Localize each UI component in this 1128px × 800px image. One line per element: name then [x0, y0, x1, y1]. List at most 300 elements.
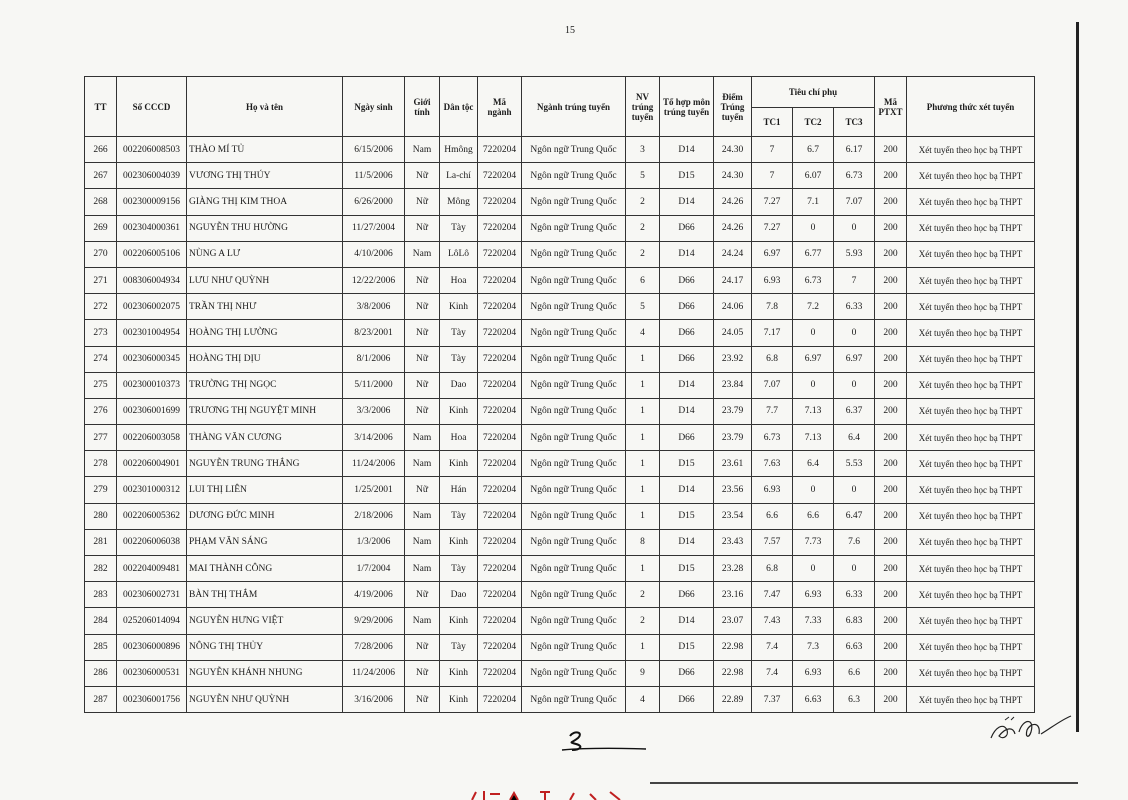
cell-major: Ngôn ngữ Trung Quốc: [522, 137, 626, 163]
table-row: [85, 503, 1035, 529]
cell-ethnic: Dao: [440, 372, 478, 398]
cell-major: Ngôn ngữ Trung Quốc: [522, 582, 626, 608]
cell-tc1: 6.97: [752, 241, 793, 267]
cell-tc3: 6.47: [834, 503, 875, 529]
cell-ptxt-code: 200: [875, 451, 907, 477]
cell-tc3: 6.33: [834, 582, 875, 608]
cell-tc3: 6.33: [834, 294, 875, 320]
cell-cccd: 002301000312: [117, 477, 187, 503]
cell-method: Xét tuyển theo học bạ THPT: [907, 398, 1035, 424]
cell-tc3: 6.3: [834, 686, 875, 712]
cell-tc1: 7.37: [752, 686, 793, 712]
cell-score: 24.06: [714, 294, 752, 320]
cell-major: Ngôn ngữ Trung Quốc: [522, 634, 626, 660]
cell-tc3: 6.4: [834, 425, 875, 451]
cell-name: NÔNG THỊ THỦY: [187, 634, 343, 660]
cell-nv: 4: [626, 686, 660, 712]
cell-dob: 3/3/2006: [343, 398, 405, 424]
cell-tt: 280: [85, 503, 117, 529]
cell-tc3: 0: [834, 372, 875, 398]
cell-score: 23.79: [714, 398, 752, 424]
header-criteria: Tiêu chí phụ: [752, 77, 875, 108]
cell-cccd: 002306000896: [117, 634, 187, 660]
cell-tt: 286: [85, 660, 117, 686]
cell-name: PHẠM VĂN SÁNG: [187, 529, 343, 555]
cell-name: NGUYỄN NHƯ QUỲNH: [187, 686, 343, 712]
cell-combo: D66: [660, 582, 714, 608]
cell-major: Ngôn ngữ Trung Quốc: [522, 163, 626, 189]
admission-results-table: [84, 76, 1035, 713]
cell-tc1: 7.4: [752, 634, 793, 660]
cell-dob: 11/27/2004: [343, 215, 405, 241]
page-number: 15: [565, 25, 575, 36]
cell-major: Ngôn ngữ Trung Quốc: [522, 346, 626, 372]
cell-name: NÙNG A LƯ: [187, 241, 343, 267]
cell-ethnic: Tày: [440, 215, 478, 241]
cell-gender: Nữ: [405, 189, 440, 215]
red-stamp-fragment: [470, 790, 630, 800]
cell-dob: 1/3/2006: [343, 529, 405, 555]
cell-method: Xét tuyển theo học bạ THPT: [907, 346, 1035, 372]
cell-ptxt-code: 200: [875, 660, 907, 686]
table-row: [85, 582, 1035, 608]
cell-gender: Nữ: [405, 320, 440, 346]
handwritten-initials: [560, 728, 650, 758]
cell-combo: D15: [660, 503, 714, 529]
header-combo: Tổ hợp môn trúng tuyển: [660, 77, 714, 137]
cell-ethnic: Hoa: [440, 267, 478, 293]
cell-tc1: 6.6: [752, 503, 793, 529]
cell-major-code: 7220204: [478, 320, 522, 346]
cell-gender: Nam: [405, 529, 440, 555]
cell-dob: 8/23/2001: [343, 320, 405, 346]
cell-method: Xét tuyển theo học bạ THPT: [907, 320, 1035, 346]
cell-gender: Nam: [405, 503, 440, 529]
cell-dob: 7/28/2006: [343, 634, 405, 660]
cell-ethnic: Kinh: [440, 398, 478, 424]
cell-combo: D14: [660, 529, 714, 555]
cell-major-code: 7220204: [478, 398, 522, 424]
cell-gender: Nữ: [405, 215, 440, 241]
cell-score: 23.56: [714, 477, 752, 503]
cell-tc3: 6.37: [834, 398, 875, 424]
cell-major: Ngôn ngữ Trung Quốc: [522, 189, 626, 215]
cell-tc1: 7.7: [752, 398, 793, 424]
cell-major: Ngôn ngữ Trung Quốc: [522, 686, 626, 712]
cell-gender: Nam: [405, 608, 440, 634]
header-name: Họ và tên: [187, 77, 343, 137]
cell-nv: 1: [626, 477, 660, 503]
cell-nv: 2: [626, 608, 660, 634]
cell-name: THÀNG VĂN CƯƠNG: [187, 425, 343, 451]
cell-dob: 1/7/2004: [343, 556, 405, 582]
cell-ethnic: Dao: [440, 582, 478, 608]
cell-tc2: 6.97: [793, 346, 834, 372]
cell-cccd: 002206005106: [117, 241, 187, 267]
cell-combo: D14: [660, 608, 714, 634]
cell-ethnic: Kinh: [440, 608, 478, 634]
cell-major-code: 7220204: [478, 686, 522, 712]
cell-tc3: 7: [834, 267, 875, 293]
cell-score: 24.30: [714, 163, 752, 189]
cell-score: 23.16: [714, 582, 752, 608]
cell-tt: 281: [85, 529, 117, 555]
cell-tt: 283: [85, 582, 117, 608]
cell-ethnic: Kinh: [440, 660, 478, 686]
cell-gender: Nam: [405, 451, 440, 477]
cell-gender: Nữ: [405, 346, 440, 372]
cell-cccd: 002206004901: [117, 451, 187, 477]
header-major: Ngành trúng tuyển: [522, 77, 626, 137]
cell-dob: 2/18/2006: [343, 503, 405, 529]
cell-major: Ngôn ngữ Trung Quốc: [522, 503, 626, 529]
cell-gender: Nữ: [405, 582, 440, 608]
cell-tc2: 6.93: [793, 582, 834, 608]
cell-major-code: 7220204: [478, 425, 522, 451]
cell-name: TRƯƠNG THỊ NGUYỆT MINH: [187, 398, 343, 424]
cell-cccd: 002306002731: [117, 582, 187, 608]
bottom-rule: [650, 782, 1078, 784]
cell-ethnic: Tày: [440, 634, 478, 660]
cell-tc3: 6.97: [834, 346, 875, 372]
cell-method: Xét tuyển theo học bạ THPT: [907, 215, 1035, 241]
cell-dob: 1/25/2001: [343, 477, 405, 503]
cell-combo: D15: [660, 634, 714, 660]
header-ethnic: Dân tộc: [440, 77, 478, 137]
cell-tc2: 0: [793, 320, 834, 346]
cell-dob: 4/10/2006: [343, 241, 405, 267]
header-nv: NV trúng tuyển: [626, 77, 660, 137]
cell-cccd: 025206014094: [117, 608, 187, 634]
cell-tc2: 6.73: [793, 267, 834, 293]
cell-combo: D14: [660, 241, 714, 267]
cell-tt: 275: [85, 372, 117, 398]
cell-score: 24.30: [714, 137, 752, 163]
table-row: [85, 372, 1035, 398]
cell-nv: 1: [626, 398, 660, 424]
cell-dob: 9/29/2006: [343, 608, 405, 634]
cell-method: Xét tuyển theo học bạ THPT: [907, 189, 1035, 215]
cell-ethnic: Tày: [440, 320, 478, 346]
cell-nv: 5: [626, 163, 660, 189]
cell-tt: 282: [85, 556, 117, 582]
cell-ethnic: Hán: [440, 477, 478, 503]
cell-ptxt-code: 200: [875, 686, 907, 712]
cell-tc1: 7.27: [752, 189, 793, 215]
cell-gender: Nữ: [405, 398, 440, 424]
cell-tt: 267: [85, 163, 117, 189]
cell-method: Xét tuyển theo học bạ THPT: [907, 294, 1035, 320]
cell-nv: 9: [626, 660, 660, 686]
cell-score: 23.28: [714, 556, 752, 582]
cell-ptxt-code: 200: [875, 477, 907, 503]
cell-ptxt-code: 200: [875, 163, 907, 189]
cell-tt: 272: [85, 294, 117, 320]
cell-ethnic: Tày: [440, 346, 478, 372]
cell-tc2: 7.13: [793, 425, 834, 451]
cell-ethnic: Tày: [440, 503, 478, 529]
cell-tc3: 6.17: [834, 137, 875, 163]
cell-nv: 2: [626, 241, 660, 267]
cell-dob: 12/22/2006: [343, 267, 405, 293]
cell-tc3: 0: [834, 556, 875, 582]
cell-gender: Nữ: [405, 686, 440, 712]
header-major-code: Mã ngành: [478, 77, 522, 137]
header-gender: Giới tính: [405, 77, 440, 137]
cell-dob: 11/24/2006: [343, 660, 405, 686]
cell-gender: Nữ: [405, 372, 440, 398]
cell-tt: 271: [85, 267, 117, 293]
cell-major-code: 7220204: [478, 346, 522, 372]
cell-name: LUI THỊ LIÊN: [187, 477, 343, 503]
cell-tt: 273: [85, 320, 117, 346]
cell-method: Xét tuyển theo học bạ THPT: [907, 477, 1035, 503]
cell-score: 22.98: [714, 660, 752, 686]
cell-tc2: 7.2: [793, 294, 834, 320]
cell-gender: Nữ: [405, 267, 440, 293]
cell-tt: 284: [85, 608, 117, 634]
cell-dob: 6/26/2000: [343, 189, 405, 215]
cell-method: Xét tuyển theo học bạ THPT: [907, 634, 1035, 660]
cell-tc3: 6.63: [834, 634, 875, 660]
cell-tc2: 6.4: [793, 451, 834, 477]
cell-tc3: 6.83: [834, 608, 875, 634]
table-row: [85, 241, 1035, 267]
cell-ethnic: Kinh: [440, 686, 478, 712]
cell-cccd: 002206008503: [117, 137, 187, 163]
cell-ptxt-code: 200: [875, 398, 907, 424]
cell-ptxt-code: 200: [875, 241, 907, 267]
cell-ptxt-code: 200: [875, 425, 907, 451]
cell-combo: D14: [660, 477, 714, 503]
cell-major-code: 7220204: [478, 451, 522, 477]
table-row: [85, 634, 1035, 660]
cell-ptxt-code: 200: [875, 556, 907, 582]
cell-ptxt-code: 200: [875, 189, 907, 215]
cell-cccd: 002206006038: [117, 529, 187, 555]
cell-combo: D66: [660, 346, 714, 372]
cell-cccd: 002306001699: [117, 398, 187, 424]
cell-tc3: 5.93: [834, 241, 875, 267]
cell-tc1: 7.8: [752, 294, 793, 320]
cell-nv: 1: [626, 556, 660, 582]
cell-ethnic: Tày: [440, 556, 478, 582]
cell-dob: 11/5/2006: [343, 163, 405, 189]
cell-score: 23.43: [714, 529, 752, 555]
cell-tc2: 6.77: [793, 241, 834, 267]
cell-major-code: 7220204: [478, 163, 522, 189]
cell-combo: D66: [660, 686, 714, 712]
cell-ethnic: Hoa: [440, 425, 478, 451]
cell-score: 23.79: [714, 425, 752, 451]
cell-tc1: 7.47: [752, 582, 793, 608]
cell-major-code: 7220204: [478, 267, 522, 293]
cell-combo: D15: [660, 163, 714, 189]
cell-combo: D14: [660, 189, 714, 215]
cell-major: Ngôn ngữ Trung Quốc: [522, 556, 626, 582]
cell-combo: D66: [660, 425, 714, 451]
cell-ptxt-code: 200: [875, 346, 907, 372]
cell-gender: Nam: [405, 241, 440, 267]
cell-major-code: 7220204: [478, 660, 522, 686]
cell-cccd: 002204009481: [117, 556, 187, 582]
cell-major-code: 7220204: [478, 582, 522, 608]
cell-ptxt-code: 200: [875, 137, 907, 163]
cell-name: MAI THÀNH CÔNG: [187, 556, 343, 582]
cell-score: 24.26: [714, 189, 752, 215]
cell-major: Ngôn ngữ Trung Quốc: [522, 660, 626, 686]
cell-score: 24.05: [714, 320, 752, 346]
table-body: [85, 137, 1035, 713]
cell-score: 22.89: [714, 686, 752, 712]
cell-score: 22.98: [714, 634, 752, 660]
cell-ethnic: Kinh: [440, 529, 478, 555]
cell-name: HOÀNG THỊ LƯỜNG: [187, 320, 343, 346]
table-row: [85, 346, 1035, 372]
cell-nv: 1: [626, 451, 660, 477]
cell-major-code: 7220204: [478, 372, 522, 398]
cell-name: THÀO MÍ TỦ: [187, 137, 343, 163]
cell-dob: 3/16/2006: [343, 686, 405, 712]
table-row: [85, 320, 1035, 346]
cell-tt: 278: [85, 451, 117, 477]
cell-ptxt-code: 200: [875, 215, 907, 241]
cell-tc1: 6.8: [752, 556, 793, 582]
cell-gender: Nam: [405, 137, 440, 163]
cell-name: GIÀNG THỊ KIM THOA: [187, 189, 343, 215]
cell-gender: Nữ: [405, 477, 440, 503]
cell-gender: Nữ: [405, 294, 440, 320]
table-row: [85, 477, 1035, 503]
cell-method: Xét tuyển theo học bạ THPT: [907, 529, 1035, 555]
table-row: [85, 294, 1035, 320]
cell-major: Ngôn ngữ Trung Quốc: [522, 608, 626, 634]
cell-score: 23.54: [714, 503, 752, 529]
cell-dob: 8/1/2006: [343, 346, 405, 372]
cell-tc2: 0: [793, 372, 834, 398]
cell-nv: 3: [626, 137, 660, 163]
cell-tc2: 7.3: [793, 634, 834, 660]
cell-major: Ngôn ngữ Trung Quốc: [522, 451, 626, 477]
cell-method: Xét tuyển theo học bạ THPT: [907, 503, 1035, 529]
cell-combo: D14: [660, 137, 714, 163]
cell-cccd: 002206003058: [117, 425, 187, 451]
cell-major-code: 7220204: [478, 294, 522, 320]
cell-nv: 6: [626, 267, 660, 293]
cell-major-code: 7220204: [478, 529, 522, 555]
cell-ptxt-code: 200: [875, 582, 907, 608]
cell-method: Xét tuyển theo học bạ THPT: [907, 372, 1035, 398]
cell-major-code: 7220204: [478, 477, 522, 503]
table-row: [85, 425, 1035, 451]
cell-cccd: 002304000361: [117, 215, 187, 241]
cell-ethnic: La-chí: [440, 163, 478, 189]
cell-method: Xét tuyển theo học bạ THPT: [907, 425, 1035, 451]
cell-major-code: 7220204: [478, 503, 522, 529]
cell-cccd: 008306004934: [117, 267, 187, 293]
cell-gender: Nam: [405, 556, 440, 582]
cell-tc1: 6.93: [752, 477, 793, 503]
header-score: Điểm Trúng tuyển: [714, 77, 752, 137]
cell-tc2: 0: [793, 215, 834, 241]
cell-tc1: 7.43: [752, 608, 793, 634]
cell-tc2: 7.33: [793, 608, 834, 634]
cell-tt: 279: [85, 477, 117, 503]
cell-tt: 270: [85, 241, 117, 267]
cell-nv: 8: [626, 529, 660, 555]
cell-tc3: 7.6: [834, 529, 875, 555]
cell-major-code: 7220204: [478, 137, 522, 163]
cell-name: NGUYỄN TRUNG THẮNG: [187, 451, 343, 477]
cell-tc2: 6.7: [793, 137, 834, 163]
cell-ptxt-code: 200: [875, 503, 907, 529]
cell-score: 23.84: [714, 372, 752, 398]
cell-tc2: 0: [793, 556, 834, 582]
cell-cccd: 002301004954: [117, 320, 187, 346]
cell-combo: D15: [660, 451, 714, 477]
cell-major: Ngôn ngữ Trung Quốc: [522, 267, 626, 293]
cell-tc1: 7.4: [752, 660, 793, 686]
cell-nv: 1: [626, 634, 660, 660]
cell-name: NGUYỄN KHÁNH NHUNG: [187, 660, 343, 686]
cell-ethnic: Kinh: [440, 451, 478, 477]
cell-cccd: 002306000345: [117, 346, 187, 372]
cell-ethnic: Kinh: [440, 294, 478, 320]
cell-tc3: 7.07: [834, 189, 875, 215]
cell-score: 24.17: [714, 267, 752, 293]
cell-tt: 269: [85, 215, 117, 241]
table-row: [85, 556, 1035, 582]
cell-major-code: 7220204: [478, 241, 522, 267]
cell-major: Ngôn ngữ Trung Quốc: [522, 320, 626, 346]
cell-tc1: 7.07: [752, 372, 793, 398]
cell-name: NGUYỄN HƯNG VIỆT: [187, 608, 343, 634]
right-margin-rule: [1076, 22, 1079, 732]
cell-combo: D15: [660, 556, 714, 582]
cell-nv: 1: [626, 346, 660, 372]
cell-tc3: 6.73: [834, 163, 875, 189]
cell-tc2: 0: [793, 477, 834, 503]
cell-dob: 5/11/2000: [343, 372, 405, 398]
cell-gender: Nữ: [405, 163, 440, 189]
cell-major: Ngôn ngữ Trung Quốc: [522, 294, 626, 320]
cell-nv: 1: [626, 425, 660, 451]
cell-method: Xét tuyển theo học bạ THPT: [907, 267, 1035, 293]
cell-tt: 276: [85, 398, 117, 424]
signature: [985, 708, 1075, 748]
cell-ptxt-code: 200: [875, 294, 907, 320]
cell-cccd: 002306002075: [117, 294, 187, 320]
cell-dob: 3/14/2006: [343, 425, 405, 451]
table-row: [85, 451, 1035, 477]
cell-ethnic: Hmông: [440, 137, 478, 163]
cell-tc2: 6.07: [793, 163, 834, 189]
cell-method: Xét tuyển theo học bạ THPT: [907, 556, 1035, 582]
cell-major-code: 7220204: [478, 634, 522, 660]
cell-ptxt-code: 200: [875, 634, 907, 660]
cell-ptxt-code: 200: [875, 267, 907, 293]
cell-nv: 2: [626, 215, 660, 241]
cell-gender: Nữ: [405, 634, 440, 660]
cell-nv: 2: [626, 189, 660, 215]
table-row: [85, 137, 1035, 163]
header-ptxt-code: Mã PTXT: [875, 77, 907, 137]
cell-name: BÀN THỊ THẮM: [187, 582, 343, 608]
cell-dob: 4/19/2006: [343, 582, 405, 608]
table-row: [85, 608, 1035, 634]
cell-method: Xét tuyển theo học bạ THPT: [907, 660, 1035, 686]
cell-major: Ngôn ngữ Trung Quốc: [522, 372, 626, 398]
